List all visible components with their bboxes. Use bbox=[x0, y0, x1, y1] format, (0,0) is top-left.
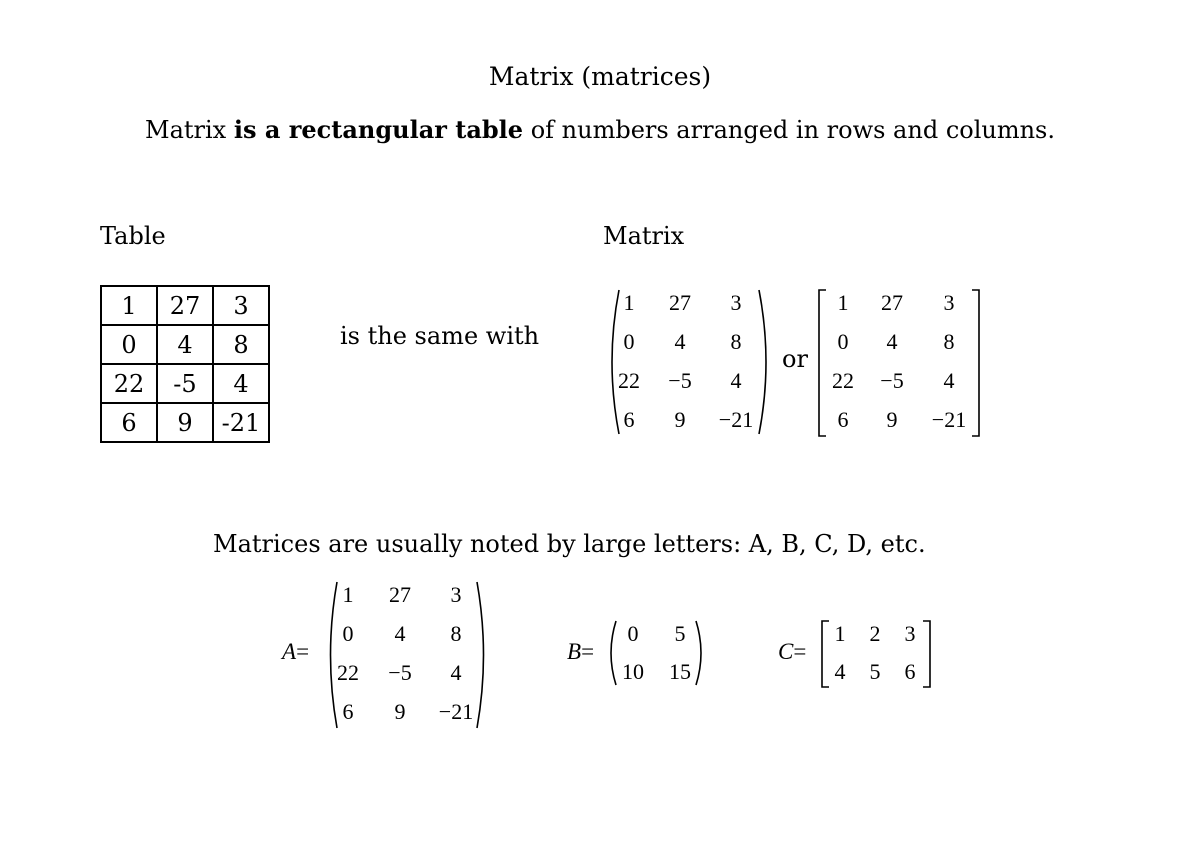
matrix-cell: 4 bbox=[834, 659, 846, 684]
matrix-cell: 6 bbox=[342, 699, 354, 724]
equals-sign: = bbox=[793, 639, 807, 664]
table-cell: 1 bbox=[101, 286, 157, 325]
matrix-cell: 8 bbox=[450, 621, 462, 646]
equals-sign: = bbox=[296, 639, 310, 664]
table-cell: 4 bbox=[213, 364, 269, 403]
matrix-cell: 6 bbox=[623, 407, 635, 432]
matrix-cell: 9 bbox=[674, 407, 686, 432]
table-cell: 3 bbox=[213, 286, 269, 325]
table-cell: 27 bbox=[157, 286, 213, 325]
matrix-cell: −5 bbox=[668, 368, 692, 393]
matrix-cell: 4 bbox=[943, 368, 955, 393]
matrix-cell: 1 bbox=[834, 621, 846, 646]
matrix-cell: 9 bbox=[394, 699, 406, 724]
matrix-cell: 2 bbox=[869, 621, 881, 646]
matrix-cell: −5 bbox=[880, 368, 904, 393]
table-cell: 4 bbox=[157, 325, 213, 364]
table-row bbox=[101, 325, 269, 364]
matrix-cell: 3 bbox=[904, 621, 916, 646]
matrix-cell: 9 bbox=[886, 407, 898, 432]
matrix-cell: 27 bbox=[669, 290, 691, 315]
definition-part-1: Matrix bbox=[145, 116, 234, 144]
matrix-cell: 1 bbox=[342, 582, 354, 607]
matrix-b-label bbox=[567, 639, 594, 665]
matrix-cell: −21 bbox=[438, 699, 474, 724]
table-row bbox=[101, 403, 269, 442]
matrix-cell: 3 bbox=[730, 290, 742, 315]
table-cell: -21 bbox=[213, 403, 269, 442]
definition-sentence bbox=[0, 115, 1200, 144]
matrix-cell: −5 bbox=[388, 660, 412, 685]
table-label: Table bbox=[100, 222, 166, 250]
matrix-cell: 10 bbox=[622, 659, 644, 684]
right-parenthesis bbox=[477, 582, 484, 728]
table-row bbox=[101, 364, 269, 403]
table-cell: -5 bbox=[157, 364, 213, 403]
matrix-cell: 22 bbox=[618, 368, 640, 393]
matrix-cell: 22 bbox=[337, 660, 359, 685]
matrix-cell: 3 bbox=[943, 290, 955, 315]
matrix-cell: 4 bbox=[886, 329, 898, 354]
matrix-cell: 4 bbox=[394, 621, 406, 646]
equals-sign: = bbox=[581, 639, 595, 664]
matrix-cell: 6 bbox=[904, 659, 916, 684]
matrix-cell: 0 bbox=[627, 621, 639, 646]
matrix-cell: 5 bbox=[869, 659, 881, 684]
matrix-c-label bbox=[778, 639, 806, 665]
same-with-text: is the same with bbox=[340, 322, 540, 350]
matrix-cell: 0 bbox=[837, 329, 849, 354]
matrix-cell: 27 bbox=[389, 582, 411, 607]
matrix-cell: 3 bbox=[450, 582, 462, 607]
right-parenthesis bbox=[759, 290, 766, 434]
matrix-parentheses bbox=[603, 286, 773, 438]
matrix-cell: 1 bbox=[837, 290, 849, 315]
matrix-a-name: A bbox=[282, 639, 297, 664]
matrix-cell: 5 bbox=[674, 621, 686, 646]
matrix-brackets bbox=[817, 288, 983, 438]
definition-part-3: of numbers arranged in rows and columns. bbox=[523, 116, 1055, 144]
matrix-cell: 4 bbox=[730, 368, 742, 393]
matrix-cell: −21 bbox=[718, 407, 754, 432]
table-row bbox=[101, 286, 269, 325]
matrix-cell: 4 bbox=[674, 329, 686, 354]
right-bracket bbox=[972, 290, 979, 436]
table-cell: 0 bbox=[101, 325, 157, 364]
table-cell: 22 bbox=[101, 364, 157, 403]
matrix-cell: 6 bbox=[837, 407, 849, 432]
matrix-cell: 22 bbox=[832, 368, 854, 393]
matrix-cell: 0 bbox=[342, 621, 354, 646]
matrix-cell: 1 bbox=[623, 290, 635, 315]
definition-emphasis: is a rectangular table bbox=[233, 115, 524, 144]
number-table bbox=[100, 285, 270, 443]
or-text: or bbox=[782, 345, 808, 373]
matrix-cell: 27 bbox=[881, 290, 903, 315]
matrix-b-name: B bbox=[567, 639, 582, 664]
table-cell: 6 bbox=[101, 403, 157, 442]
matrix-cell: 0 bbox=[623, 329, 635, 354]
table-cell: 9 bbox=[157, 403, 213, 442]
table-cell: 8 bbox=[213, 325, 269, 364]
matrix-label: Matrix bbox=[603, 222, 685, 250]
matrix-a-label bbox=[282, 639, 309, 665]
matrix-cell: −21 bbox=[931, 407, 967, 432]
matrix-cell: 8 bbox=[730, 329, 742, 354]
note-sentence: Matrices are usually noted by large letters: A, B, C, D, etc. bbox=[213, 530, 926, 558]
matrix-cell: 15 bbox=[669, 659, 691, 684]
matrix-cell: 4 bbox=[450, 660, 462, 685]
matrix-c-name: C bbox=[778, 639, 794, 664]
matrix-cell: 8 bbox=[943, 329, 955, 354]
page-title: Matrix (matrices) bbox=[488, 62, 712, 91]
